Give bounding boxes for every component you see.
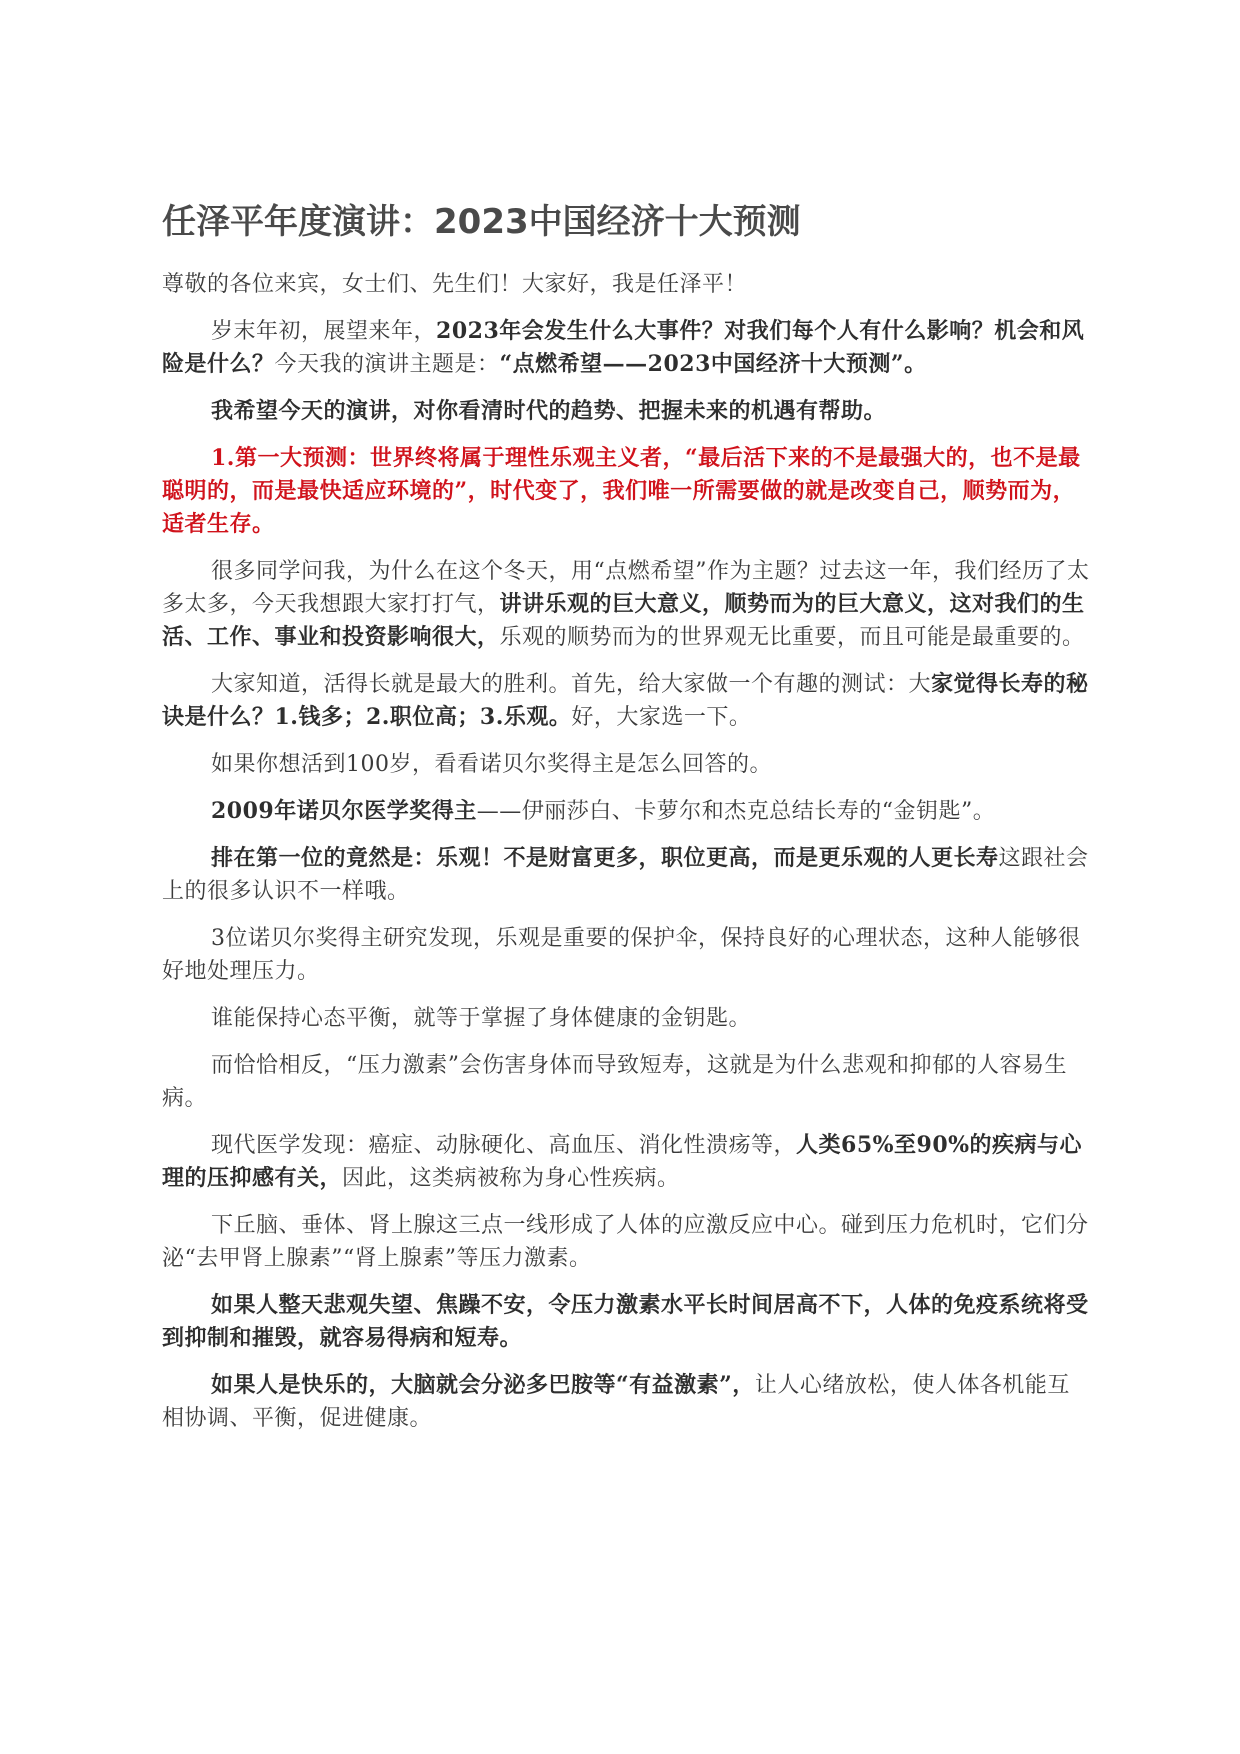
body-text: 下丘脑、垂体、肾上腺这三点一线形成了人体的应激反应中心。碰到压力危机时，它们分泌“去甲肾上腺素”“肾上腺素”等压力激素。: [162, 1213, 1089, 1271]
paragraph: [162, 1369, 1092, 1435]
body-text: 今天我的演讲主题是：: [274, 352, 500, 377]
bold-text: 人类65%至90%的疾病与心理的压抑感有关，: [162, 1132, 1083, 1191]
body-text: 大家知道，活得长就是最大的胜利。首先，给大家做一个有趣的测试：大: [211, 672, 932, 697]
paragraph: [162, 922, 1092, 988]
bold-text: 如果人是快乐的，大脑就会分泌多巴胺等“有益激素”，: [211, 1372, 755, 1398]
paragraph: [162, 315, 1092, 381]
highlight-text: 1.第一大预测：世界终将属于理性乐观主义者，“最后活下来的不是最强大的，也不是最聪明的，而是最快适应环境的”，时代变了，我们唯一所需要做的就是改变自己，顺势而为，适者生存。: [162, 445, 1081, 537]
body-text: 而恰恰相反，“压力激素”会伤害身体而导致短寿，这就是为什么悲观和抑郁的人容易生病。: [162, 1053, 1067, 1111]
bold-text: “点燃希望——2023中国经济十大预测”。: [499, 351, 927, 377]
body-text: 谁能保持心态平衡，就等于掌握了身体健康的金钥匙。: [211, 1006, 752, 1031]
document-title: 任泽平年度演讲：2023中国经济十大预测: [162, 202, 801, 242]
paragraph: [162, 442, 1092, 541]
bold-text: 排在第一位的竟然是：乐观！不是财富更多，职位更高，而是更乐观的人更长寿: [211, 845, 999, 871]
body-text: 现代医学发现：癌症、动脉硬化、高血压、消化性溃疡等，: [211, 1133, 797, 1158]
bold-text: 2009年诺贝尔医学奖得主: [211, 798, 477, 824]
body-text: 乐观的顺势而为的世界观无比重要，而且可能是最重要的。: [499, 625, 1085, 650]
bold-text: 家觉得长寿的秘诀是什么？1.钱多；2.职位高；3.乐观。: [162, 671, 1089, 730]
paragraph: [162, 668, 1092, 734]
paragraph: [162, 555, 1092, 654]
body-text: 让人心绪放松，使人体各机能互相协调、平衡，促进健康。: [162, 1373, 1070, 1431]
paragraph: [162, 795, 1092, 828]
body-text: 很多同学问我，为什么在这个冬天，用“点燃希望”作为主题？过去这一年，我们经历了太多太多，今天我想跟大家打打气，: [162, 559, 1090, 617]
bold-text: 讲讲乐观的巨大意义，顺势而为的巨大意义，这对我们的生活、工作、事业和投资影响很大，: [162, 591, 1085, 650]
paragraph: [162, 1289, 1092, 1355]
body-text: 如果你想活到100岁，看看诺贝尔奖得主是怎么回答的。: [211, 752, 772, 777]
paragraph: [162, 268, 1092, 301]
paragraph: [162, 1049, 1092, 1115]
document-page: [162, 198, 1092, 1449]
paragraph: [162, 842, 1092, 908]
body-text: 岁末年初，展望来年，: [211, 319, 437, 344]
body-text: 好，大家选一下。: [571, 705, 752, 730]
bold-text: 2023年会发生什么大事件？对我们每个人有什么影响？机会和风险是什么？: [162, 318, 1085, 377]
paragraph: [162, 1209, 1092, 1275]
paragraph: [162, 1129, 1092, 1195]
paragraph: [162, 1002, 1092, 1035]
document-body: [162, 268, 1092, 1435]
body-text: 因此，这类病被称为身心性疾病。: [342, 1166, 680, 1191]
body-text: 这跟社会上的很多认识不一样哦。: [162, 846, 1089, 904]
body-text: 3位诺贝尔奖得主研究发现，乐观是重要的保护伞，保持良好的心理状态，这种人能够很好地处理压力。: [162, 926, 1081, 984]
paragraph: [162, 748, 1092, 781]
paragraph: [162, 395, 1092, 428]
bold-text: 如果人整天悲观失望、焦躁不安，令压力激素水平长时间居高不下，人体的免疫系统将受到抑制和摧毁，就容易得病和短寿。: [162, 1292, 1089, 1351]
bold-text: 我希望今天的演讲，对你看清时代的趋势、把握未来的机遇有帮助。: [211, 398, 887, 424]
body-text: ——伊丽莎白、卡萝尔和杰克总结长寿的“金钥匙”。: [476, 799, 996, 824]
body-text: 尊敬的各位来宾，女士们、先生们！大家好，我是任泽平！: [162, 272, 748, 297]
